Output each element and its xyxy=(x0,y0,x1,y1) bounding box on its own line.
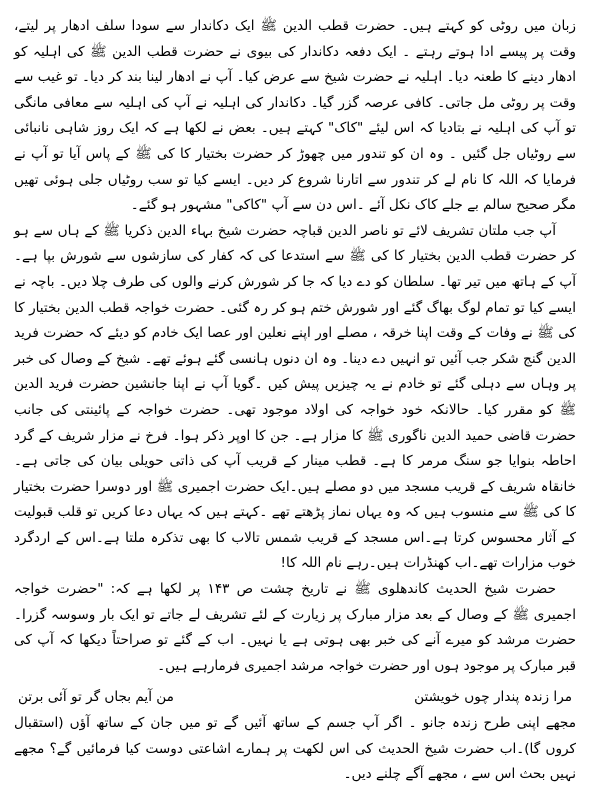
paragraph-closing: مجھے اپنی طرح زندہ جانو ۔ اگر آپ جسم کے ساتھ آئیں گے تو میں جان کے ساتھ آؤں (استقبال کروں گا)۔اب حضرت شیخ الحدیث کی اس لکھت پر ہمارے اشاعتی دوست کیا فرمائیں گے؟ مجھے نہیں بحث اس سے ، مجھے آگے چلنے دیں۔ xyxy=(14,715,576,783)
persian-verse xyxy=(14,685,576,711)
verse-first-hemistich: مرا زندہ پندار چوں خویشتن xyxy=(414,689,572,706)
paragraph-tarikh-chisht: حضرت شیخ الحدیث کاندھلوی ﷺ نے تاریخ چشت ص ۱۴۳ پر لکھا ہے کہ: "حضرت خواجہ اجمیری ﷺ کے وصال کے بعد مزار مبارک پر زیارت کے لئے تشریف لے جاتے تو ایک بار وسوسہ گزرا۔ حضرت مرشد کو میرے آنے کی خبر بھی ہوتی ہے یا نہیں۔ اب کے گئے تو صراحتاً دیکھا کہ آپ کی قبر مبارک پر موجود ہوں اور حضرت خواجہ مرشد اجمیری فرمارہے ہیں۔ xyxy=(14,581,576,674)
paragraph-multan-visit: آپ جب ملتان تشریف لائے تو ناصر الدین قباچہ حضرت شیخ بہاء الدین ذکریا ﷺ کے ہاں سے ہو کر حضرت قطب الدین بختیار کا کی ﷺ سے استدعا کی کہ کفار کی سازشوں سے شورش بپا ہے۔ آپ کے ہاتھ میں تیر تھا۔ سلطان کو دے دیا کہ جا کر شورش کرنے والوں کی طرف چلا دیں۔ باچہ نے ایسے کیا تو تمام لوگ بھاگ گئے اور شورش ختم ہو کر رہ گئی۔ حضرت خواجہ قطب الدین بختیار کا کی ﷺ نے وفات کے وقت اپنا خرقہ ، مصلے اور اپنے نعلین اور عصا ایک خادم کو دیئے کہ حضرت فرید الدین گنج شکر جب آئیں تو انہیں دے دینا۔ وہ ان دنوں ہانسی گئے ہوئے تھے۔ شیخ کے وصال کی خبر پر وہاں سے دہلی گئے تو خادم نے یہ چیزیں پیش کیں ۔گویا آپ نے اپنا جانشین حضرت فرید الدین ﷺ کو مقرر کیا۔ حالانکہ خود خواجہ کی اولاد موجود تھی۔ حضرت خواجہ کے پائینتی کی جانب حضرت قاضی حمید الدین ناگوری ﷺ کا مزار ہے۔ جن کا اوپر ذکر ہوا۔ فرخ نے مزار شریف کے گرد احاطہ بنوایا جو سنگ مرمر کا ہے۔ قطب مینار کے قریب آپ کی ذاتی حویلی بیان کی جاتی ہے۔ خانقاہ شریف کے قریب مسجد میں دو مصلے ہیں۔ایک حضرت اجمیری ﷺ اور دوسرا حضرت بختیار کا کی ﷺ سے منسوب ہیں کہ وہ یہاں نماز پڑھتے تھے ۔کہتے ہیں کہ یہاں دعا کریں تو قلب قبولیت کے آثار محسوس کرتا ہے۔اس مسجد کے قریب شمس تالاب کا بھی تذکرہ ملتا ہے۔اس کے اردگرد خوب مزارات تھے۔اب کھنڈرات ہیں۔رہے نام اللہ کا! xyxy=(14,222,576,572)
paragraph-kaki-origin: زبان میں روٹی کو کہتے ہیں۔ حضرت قطب الدین ﷺ ایک دکاندار سے سودا سلف ادھار پر لیتے، وقت پر پیسے ادا ہوتے رہتے ۔ ایک دفعہ دکاندار کی بیوی نے حضرت قطب الدین ﷺ کی اہلیہ کو ادھار دینے کا طعنہ دیا۔ اہلیہ نے حضرت شیخ سے عرض کیا۔ آپ نے ادھار لینا بند کر دیا۔ تو غیب سے وقت پر روٹی مل جاتی۔ کافی عرصہ گزر گیا۔ دکاندار کی اہلیہ نے آپ کی اہلیہ سے معافی مانگی تو آپ کی اہلیہ نے بتادیا کہ اس لیئے "کاک" کہتے ہیں۔ بعض نے لکھا ہے کہ ایک روز شاہی نانبائی سے روٹیاں جل گئیں ۔ وہ ان کو تندور میں چھوڑ کر حضرت بختیار کا کی ﷺ کے پاس آیا تو آپ نے فرمایا کہ اللہ کا نام لے کر تندور سے اتارنا شروع کر دیں۔ ایسے کیا تو سب روٹیاں جلی ہوئی تھیں مگر صحیح سالم بے جلے کاک نکل آئے ۔اس دن سے آپ "کاکی" مشہور ہو گئے۔ xyxy=(14,18,576,214)
verse-second-hemistich: من آیم بجاں گر تو آئی برتن xyxy=(18,689,174,706)
document-body xyxy=(14,14,576,788)
